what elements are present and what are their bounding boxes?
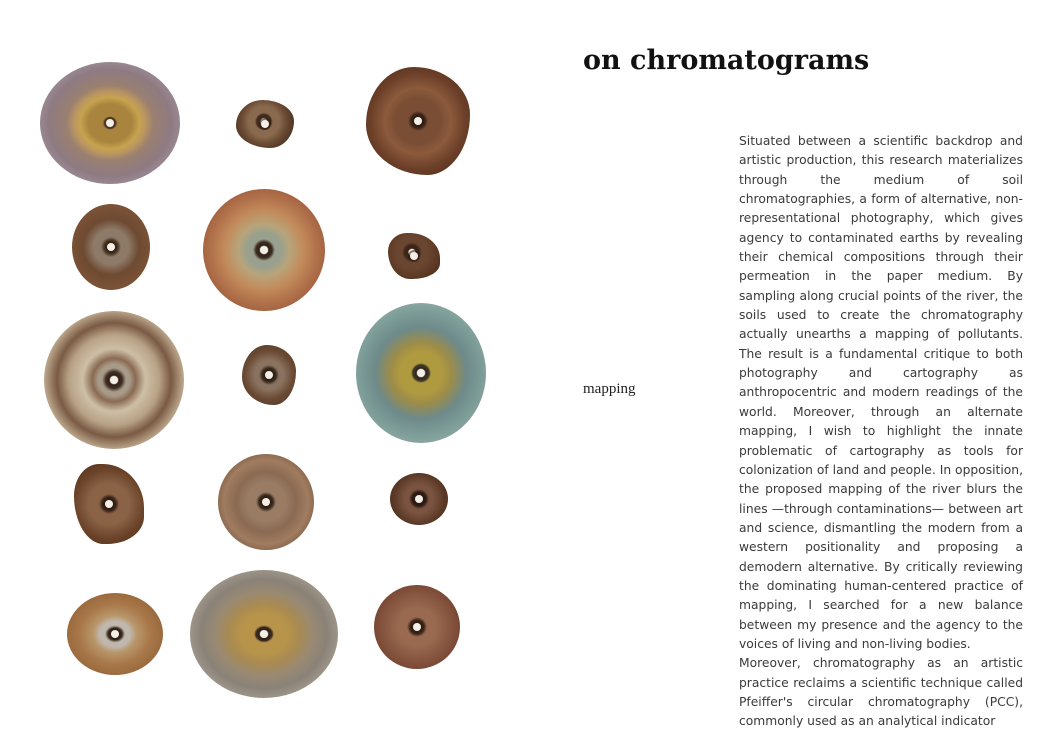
- chromatogram-image: [74, 464, 144, 544]
- body-paragraph: Moreover, chromatography as an artistic practice reclaims a scientific technique called Pfeiffer's circular chromatography (PCC), commonly used as an analytical indicator: [739, 656, 1023, 729]
- chromatogram-image: [388, 233, 440, 279]
- chromatogram-image: [356, 303, 486, 443]
- chromatogram-image: [374, 585, 460, 669]
- body-text: [739, 132, 1023, 732]
- chromatogram-image: [366, 67, 470, 175]
- chromatogram-image: [190, 570, 338, 698]
- chromatogram-image: [236, 100, 294, 148]
- chromatogram-image: [72, 204, 150, 290]
- chromatogram-image: [203, 189, 325, 311]
- page-title: on chromatograms: [583, 45, 870, 76]
- chromatogram-image: [67, 593, 163, 675]
- chromatogram-image: [390, 473, 448, 525]
- chromatogram-image: [242, 345, 296, 405]
- chromatogram-image: [44, 311, 184, 449]
- body-paragraph: Situated between a scientific backdrop and artistic production, this research materializes through the medium of soil chromatographies, a form of alternative, non-representational photography, which gives agency to contaminated earths by revealing their chemical compositions through their permeation in the paper medium. By sampling along crucial points of the river, the soils used to create the chromatography actually unearths a mapping of pollutants. The result is a fundamental critique to both photography and cartography as anthropocentric and modern readings of the world. Moreover, through an alternate mapping, I wish to highlight the innate problematic of cartography as tools for colonization of land and people. In opposition, the proposed mapping of the river blurs the lines —through contaminations— between art and science, dismantling the modern from a western positionality and proposing a demodern alternative. By critically reviewing the dominating human-centered practice of mapping, I searched for a new balance between my presence and the agency to the voices of living and non-living bodies.: [739, 134, 1023, 651]
- chromatogram-image: [40, 62, 180, 184]
- chromatogram-image: [218, 454, 314, 550]
- chromatogram-grid: [0, 0, 520, 749]
- section-label: mapping: [583, 381, 636, 397]
